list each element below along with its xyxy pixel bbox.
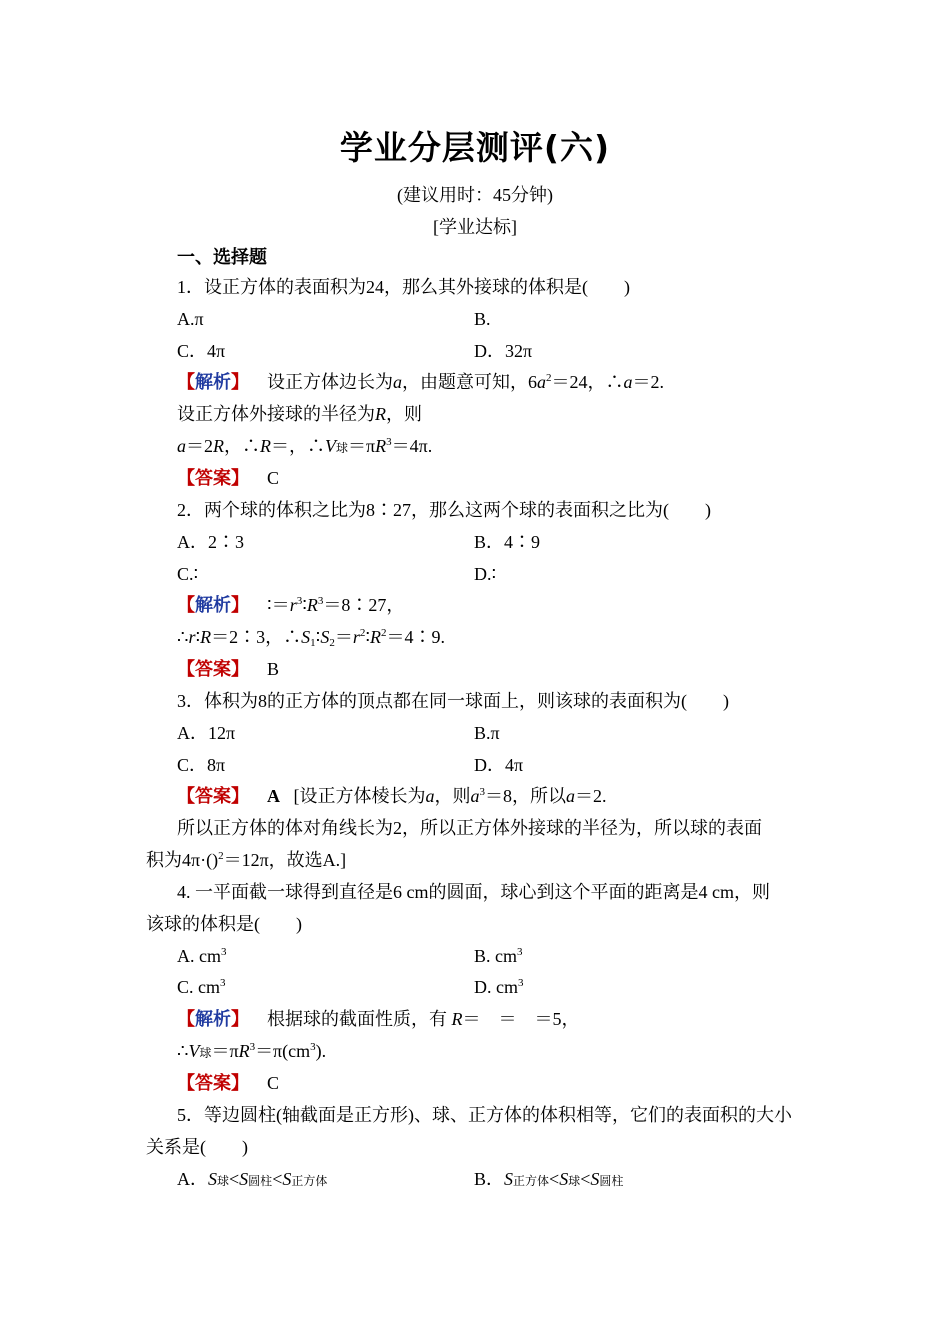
- q1-option-d: D．32π: [474, 341, 533, 361]
- page-title: 学业分层测评(六): [339, 128, 611, 167]
- q2-option-b: B．4∶9: [474, 532, 541, 552]
- q4-option-d: D. $cm^3$: [474, 977, 524, 997]
- q5-option-b: B．S正方体<S球<S圆柱: [474, 1169, 624, 1189]
- part-heading: 一、选择题: [177, 247, 267, 267]
- analysis-tag: 【解析】: [177, 372, 249, 392]
- q1-answer: 【答案】 C: [177, 468, 280, 488]
- answer-tag: 【答案】: [177, 659, 249, 679]
- answer-tag: 【答案】: [177, 1073, 249, 1093]
- q3-option-b: B.π: [474, 723, 500, 743]
- q2-answer: 【答案】 B: [177, 659, 280, 679]
- q5-option-a: A．S球<S圆柱<S正方体: [177, 1169, 328, 1189]
- q3-answer-line2: 所以正方体的体对角线长为2，所以正方体外接球的半径为，所以球的表面: [177, 818, 762, 838]
- q3-option-d: D．4π: [474, 755, 524, 775]
- q5-stem-line2: 关系是( ): [146, 1137, 248, 1157]
- answer-tag: 【答案】: [177, 468, 249, 488]
- q3-answer: 【答案】 A [设正方体棱长为a，则$a^3=8$，所以a＝2.: [177, 786, 607, 806]
- q4-analysis-line2: ∴V球$=\pi R^3=\pi(cm^3)$.: [177, 1041, 327, 1061]
- q2-option-a: A．2∶3: [177, 532, 244, 552]
- q2-option-c: C.∶: [177, 564, 199, 584]
- q3-stem: 3．体积为8的正方体的顶点都在同一球面上，则该球的表面积为( ): [177, 691, 729, 711]
- q4-analysis: 【解析】 根据球的截面性质，有 R＝ ＝ ＝5，: [177, 1009, 580, 1029]
- q1-analysis-line3: a＝2R，∴R＝，∴V球$=\pi R^3=4\pi$.: [177, 436, 433, 456]
- q1-option-b: B.: [474, 309, 491, 329]
- q4-option-b: B. $cm^3$: [474, 946, 523, 966]
- q2-analysis-line2: ∴r∶R＝2∶3，$\therefore S_1∶S_2=r^2∶R^2=4∶9$.: [177, 627, 446, 649]
- analysis-tag: 【解析】: [177, 595, 249, 615]
- section-label: [学业达标]: [433, 217, 517, 237]
- time-suggestion: (建议用时：45分钟): [397, 185, 553, 205]
- q3-option-c: C．8π: [177, 755, 226, 775]
- q4-stem: 4. 一平面截一球得到直径是6 cm的圆面，球心到这个平面的距离是4 cm，则: [177, 882, 770, 902]
- q4-option-c: C. $cm^3$: [177, 977, 226, 997]
- q5-stem: 5．等边圆柱(轴截面是正方形)、球、正方体的体积相等，它们的表面积的大小: [177, 1105, 792, 1125]
- q1-option-c: C．4π: [177, 341, 226, 361]
- q4-option-a: A. $cm^3$: [177, 946, 227, 966]
- q4-answer: 【答案】 C: [177, 1073, 280, 1093]
- q1-option-a: A.π: [177, 309, 204, 329]
- q1-stem: 1．设正方体的表面积为24，那么其外接球的体积是( ): [177, 277, 630, 297]
- q4-stem-line2: 该球的体积是( ): [146, 914, 302, 934]
- answer-tag: 【答案】: [177, 786, 249, 806]
- analysis-tag: 【解析】: [177, 1009, 249, 1029]
- q2-analysis: 【解析】 $∶=r^3∶R^3=8∶27$，: [177, 595, 405, 615]
- q2-option-d: D.∶: [474, 564, 497, 584]
- q3-answer-line3: 积为4π·()$^2$＝12π，故选A.]: [146, 850, 347, 870]
- q1-analysis: 【解析】 设正方体边长为a，由题意可知，$6a^2=24$，∴a＝2.: [177, 372, 664, 392]
- q3-option-a: A．12π: [177, 723, 236, 743]
- q1-analysis-line2: 设正方体外接球的半径为R，则: [177, 404, 422, 424]
- q2-stem: 2．两个球的体积之比为8∶27，那么这两个球的表面积之比为( ): [177, 500, 711, 520]
